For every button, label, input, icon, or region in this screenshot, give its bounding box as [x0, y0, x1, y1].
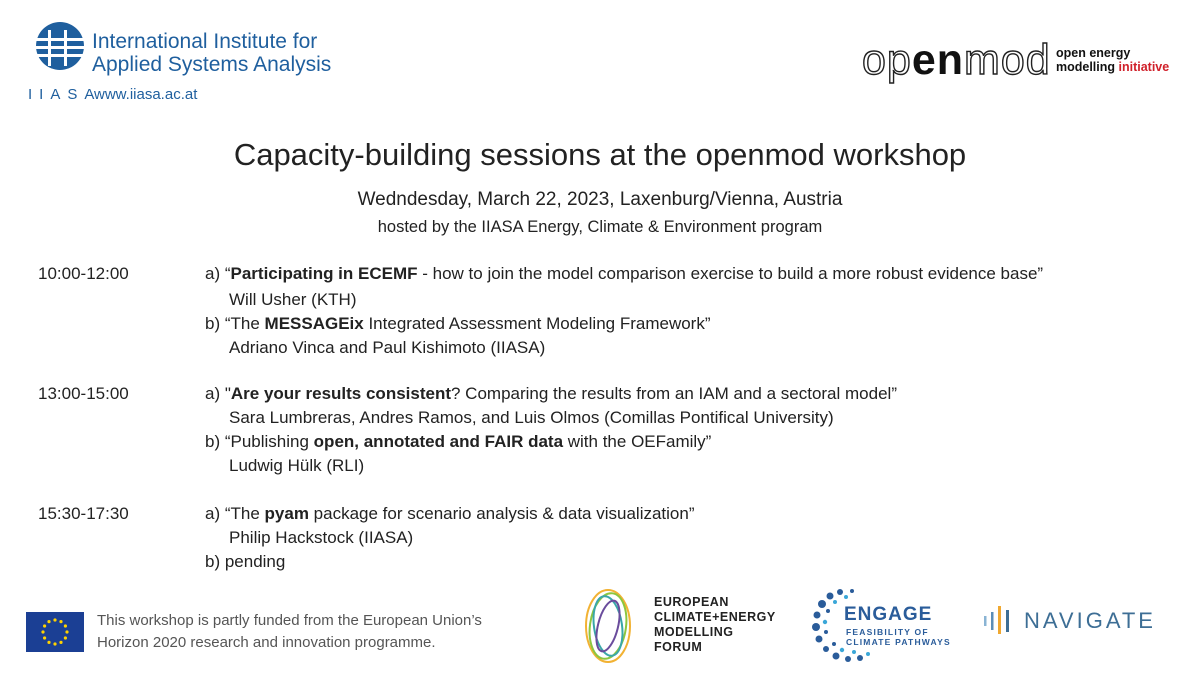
engage-wordmark: ENGAGE [844, 604, 933, 625]
page-title: Capacity-building sessions at the openmod workshop [233, 137, 967, 172]
eu-flag-icon [26, 612, 84, 652]
session-time: 15:30-17:30 [38, 504, 129, 523]
host-line: hosted by the IIASA Energy, Climate & Environment program [377, 218, 823, 236]
funding-notice: This workshop is partly funded from the European Union’s Horizon 2020 research and innovation programme. [97, 612, 482, 651]
talk-title: a) “Participating in ECEMF - how to join the model comparison exercise to build a more robust evidence base” [205, 264, 1044, 283]
session-time: 10:00-12:00 [38, 264, 129, 283]
talk-speakers: Philip Hackstock (IIASA) [229, 528, 414, 547]
engage-dots-icon [810, 586, 874, 666]
iiasa-name: International Institute for Applied Systems Analysis [92, 30, 332, 76]
talk-title: b) pending [205, 552, 286, 571]
iiasa-acronym: IIASA [28, 86, 102, 103]
talk-speakers: Will Usher (KTH) [229, 290, 357, 309]
talk-speakers: Ludwig Hülk (RLI) [229, 456, 365, 475]
talk-title: a) “The pyam package for scenario analysis & data visualization” [205, 504, 695, 523]
navigate-bars-icon [982, 604, 1016, 636]
ecemf-name: EUROPEAN CLIMATE+ENERGY MODELLING FORUM [654, 595, 776, 654]
date-location: Wedndesday, March 22, 2023, Laxenburg/Vienna, Austria [357, 189, 843, 210]
ecemf-logo-icon [574, 585, 642, 667]
iiasa-url[interactable]: www.iiasa.ac.at [94, 86, 198, 103]
talk-title: b) “Publishing open, annotated and FAIR data with the OEFamily” [205, 432, 712, 451]
talk-speakers: Sara Lumbreras, Andres Ramos, and Luis Olmos (Comillas Pontifical University) [229, 408, 834, 427]
openmod-logo: openmod [862, 36, 1051, 84]
talk-title: b) “The MESSAGEix Integrated Assessment Modeling Framework” [205, 314, 711, 333]
engage-tagline: FEASIBILITY OF CLIMATE PATHWAYS [846, 627, 951, 647]
talk-title: a) "Are your results consistent? Comparing the results from an IAM and a sectoral model” [205, 384, 897, 403]
openmod-tagline: open energy modelling initiative [1056, 46, 1170, 74]
session-time: 13:00-15:00 [38, 384, 129, 403]
navigate-wordmark: NAVIGATE [1024, 608, 1156, 633]
iiasa-globe-icon [34, 20, 86, 80]
talk-speakers: Adriano Vinca and Paul Kishimoto (IIASA) [229, 338, 546, 357]
